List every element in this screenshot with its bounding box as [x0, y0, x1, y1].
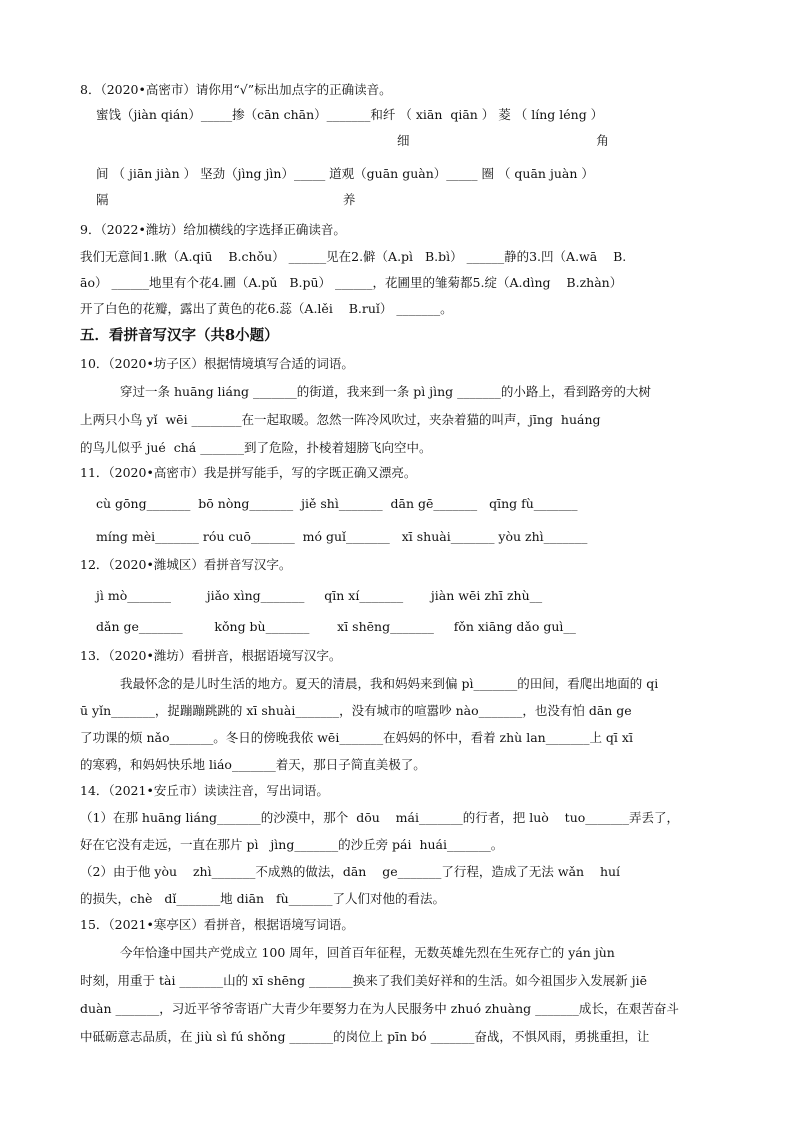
- q8-row-2: 间 （ jiān jiàn ） 坚劲（jìng jìn）_____ 道观（guān guàn）_____ 圈 （ quān juàn ）: [96, 166, 594, 181]
- q14-part-2-line-1: （2）由于他 yòu zhì_______不成熟的做法，dān ge_______了行程，造成了无法 wǎn huí: [80, 864, 621, 879]
- q8-row-1: 蜜饯（jiàn qián）_____掺（cān chān）_______和纤 （ xiān qiān ） 菱 （ líng léng ）: [96, 107, 604, 122]
- q14-part-2-line-2: 的损失，chè dǐ_______地 diān fù_______了人们对他的看法。: [80, 891, 445, 906]
- question-10-title: 10．（2020•坊子区）根据情境填写合适的词语。: [80, 356, 354, 371]
- q8-row-2-wrap: 隔 养: [96, 192, 356, 207]
- question-11-title: 11．（2020•高密市）我是拼写能手，写的字既正确又漂亮。: [80, 465, 417, 480]
- q10-line-2: 上两只小鸟 yǐ wēi ________在一起取暖。忽然一阵冷风吹过，夹杂着猫的叫声，jīng huáng: [80, 412, 601, 427]
- q11-row-2: míng mèi_______ róu cuō_______ mó guǐ_______ xī shuài_______ yòu zhì_______: [96, 529, 588, 544]
- q8-row-1-wrap: 细 角: [397, 133, 609, 148]
- q11-row-1: cù gōng_______ bō nòng_______ jiě shì_______ dān gē_______ qīng fù_______: [96, 496, 578, 511]
- question-14-title: 14．（2021•安丘市）读读注音，写出词语。: [80, 783, 329, 798]
- q10-line-1: 穿过一条 huāng liáng _______的街道，我来到一条 pì jìng _______的小路上，看到路旁的大树: [120, 384, 651, 399]
- q10-line-3: 的鸟儿似乎 jué chá _______到了危险，扑棱着翅膀飞向空中。: [80, 440, 432, 455]
- question-13-title: 13．（2020•潍坊）看拼音，根据语境写汉字。: [80, 648, 342, 663]
- q12-row-1: jì mò_______ jiǎo xìng_______ qīn xí_______ jiàn wēi zhī zhù__: [96, 588, 543, 603]
- q14-part-1-line-1: （1）在那 huāng liáng_______的沙漠中，那个 dōu mái_______的行者，把 luò tuo_______弄丢了，: [80, 810, 680, 825]
- q15-line-1: 今年恰逢中国共产党成立 100 周年，回首百年征程，无数英雄先烈在生死存亡的 yán jùn: [120, 945, 615, 960]
- question-9-title: 9．（2022•潍坊）给加横线的字选择正确读音。: [80, 222, 346, 237]
- q9-line-2: āo） ______地里有个花4.圃（A.pǔ B.pū） ______，花圃里的雏菊都5.绽（A.dìng B.zhàn）: [80, 275, 623, 290]
- q13-line-4: 的寒鸦，和妈妈快乐地 liáo_______着天，那日子简直美极了。: [80, 757, 426, 772]
- q9-line-1: 我们无意间1.瞅（A.qiū B.chǒu） ______见在2.僻（A.pì B.bì） ______静的3.凹（A.wā B.: [80, 249, 627, 264]
- q14-part-1-line-2: 好在它没有走远，一直在那片 pì jìng_______的沙丘旁 pái huái_______。: [80, 837, 504, 852]
- question-12-title: 12．（2020•潍城区）看拼音写汉字。: [80, 557, 292, 572]
- q13-line-2: ū yǐn_______，捉蹦蹦跳跳的 xī shuài_______，没有城市的喧嚣吵 nào_______，也没有怕 dān ge: [80, 703, 632, 718]
- q13-line-1: 我最怀念的是儿时生活的地方。夏天的清晨，我和妈妈来到偏 pì_______的田间，看爬出地面的 qi: [120, 676, 659, 691]
- question-8-title: 8．（2020•高密市）请你用“√”标出加点字的正确读音。: [80, 82, 392, 97]
- q15-line-3: duàn _______，习近平爷爷寄语广大青少年要努力在为人民服务中 zhuó zhuàng _______成长，在艰苦奋斗: [80, 1001, 679, 1016]
- q12-row-2: dǎn ge_______ kǒng bù_______ xī shēng_______ fǒn xiāng dǎo guì__: [96, 619, 576, 634]
- q15-line-4: 中砥砺意志品质，在 jiù sì fú shǒng _______的岗位上 pīn bó _______奋战，不惧风雨，勇挑重担，让: [80, 1029, 650, 1044]
- question-15-title: 15．（2021•寒亭区）看拼音，根据语境写词语。: [80, 917, 354, 932]
- section-5-heading: 五．看拼音写汉字（共8小题）: [80, 327, 279, 344]
- q9-line-3: 开了白色的花瓣，露出了黄色的花6.蕊（A.lěi B.ruǐ） _______。: [80, 301, 453, 316]
- q13-line-3: 了功课的烦 nǎo_______。冬日的傍晚我依 wēi_______在妈妈的怀中，看着 zhù lan_______上 qī xī: [80, 730, 633, 745]
- q15-line-2: 时刻，用重于 tài _______山的 xī shēng _______换来了我们美好祥和的生活。如今祖国步入发展新 jiē: [80, 973, 648, 988]
